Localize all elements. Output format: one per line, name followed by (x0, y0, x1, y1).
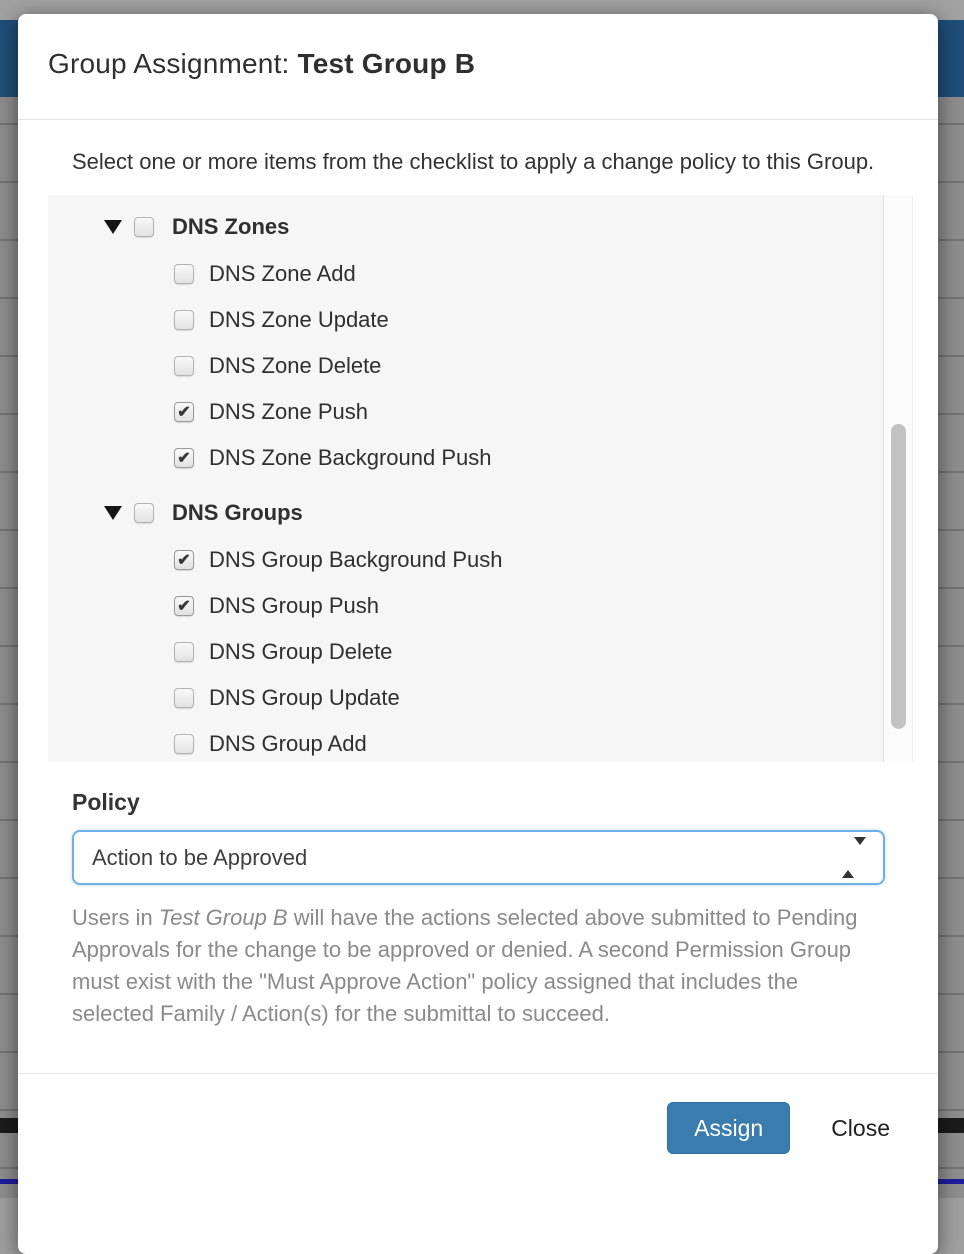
checklist-item-row (48, 297, 883, 343)
checklist-item-row (48, 675, 883, 721)
help-prefix: Users in (72, 905, 159, 930)
checklist-group-row (48, 203, 883, 251)
group-label: DNS Zones (172, 214, 290, 239)
select-stepper-icon (842, 845, 866, 871)
item-checkbox[interactable] (174, 310, 194, 330)
item-label: DNS Group Background Push (209, 547, 503, 572)
item-checkbox[interactable] (174, 642, 194, 662)
checklist-item-row (48, 435, 883, 481)
item-label: DNS Zone Delete (209, 353, 382, 378)
checklist-tree (48, 203, 883, 762)
group-checkbox[interactable] (134, 503, 154, 523)
policy-select[interactable] (72, 830, 885, 885)
policy-section (72, 789, 913, 1030)
checklist-item-row (48, 537, 883, 583)
policy-help-text (72, 902, 884, 1030)
item-label: DNS Group Update (209, 685, 400, 710)
checklist-group-row (48, 489, 883, 537)
modal-title-prefix: Group Assignment: (48, 48, 298, 79)
modal-body (18, 145, 938, 1030)
modal-title-group-name: Test Group B (297, 48, 476, 79)
chevron-up-icon (842, 845, 854, 878)
group-checkbox[interactable] (134, 217, 154, 237)
item-checkbox[interactable]: ✔ (174, 550, 194, 570)
item-checkbox[interactable] (174, 356, 194, 376)
help-group-name: Test Group B (158, 905, 288, 930)
item-label: DNS Zone Background Push (209, 445, 492, 470)
chevron-down-icon (854, 837, 866, 870)
checklist-item-row (48, 251, 883, 297)
checklist-item-row (48, 389, 883, 435)
checklist-item-row (48, 721, 883, 762)
group-assignment-modal (18, 14, 938, 1254)
item-label: DNS Group Delete (209, 639, 393, 664)
checklist-item-row (48, 629, 883, 675)
group-label: DNS Groups (172, 500, 303, 525)
policy-label: Policy (72, 789, 140, 815)
item-checkbox[interactable] (174, 264, 194, 284)
item-checkbox[interactable]: ✔ (174, 402, 194, 422)
policy-select-value: Action to be Approved (92, 844, 308, 870)
checklist-item-row (48, 343, 883, 389)
checklist-scrollbar-track[interactable] (883, 195, 913, 762)
modal-header (18, 14, 938, 120)
item-checkbox[interactable] (174, 734, 194, 754)
modal-description: Select one or more items from the checklist to apply a change policy to this Group. (72, 149, 875, 174)
help-suffix: will have the actions selected above submitted to Pending Approvals for the change to be approved or denied. A second Permission Group must exist with the "Must Approve Action" policy assigned that includes the selected Family / Action(s) for the submittal to succeed. (72, 905, 858, 1026)
assign-button[interactable]: Assign (667, 1102, 790, 1154)
close-button[interactable]: Close (825, 1115, 896, 1142)
checklist-item-row (48, 583, 883, 629)
checklist-scrollbar-thumb[interactable] (891, 424, 906, 729)
item-checkbox[interactable]: ✔ (174, 448, 194, 468)
item-label: DNS Group Push (209, 593, 379, 618)
item-label: DNS Zone Update (209, 307, 389, 332)
item-label: DNS Group Add (209, 731, 367, 756)
expand-triangle-icon[interactable] (104, 220, 122, 234)
item-label: DNS Zone Add (209, 261, 356, 286)
checklist-panel (48, 195, 913, 762)
item-label: DNS Zone Push (209, 399, 368, 424)
item-checkbox[interactable]: ✔ (174, 596, 194, 616)
modal-footer (18, 1073, 938, 1184)
expand-triangle-icon[interactable] (104, 506, 122, 520)
modal-title (48, 46, 908, 82)
item-checkbox[interactable] (174, 688, 194, 708)
